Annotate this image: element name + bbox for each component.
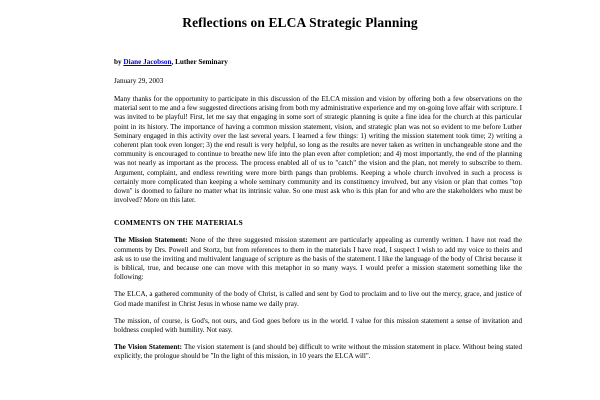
page-title: Reflections on ELCA Strategic Planning — [182, 15, 418, 30]
paragraph-mission-statement — [114, 236, 522, 282]
paragraph-text: None of the three suggested mission statement are particularly appealing as currently written. I have not read the comments by Drs. Powell and Stortz, but from references to them in the materials I have read, I suspect I wish to add my voice to theirs and ask us to use the inviting and multivalent language of scripture as the basis of the statement. I like the language of the body of Christ because it is biblical, true, and because one can move with this metaphor in so many ways. I would prefer a mission statement something like the following: — [114, 236, 522, 282]
paragraph-proposed-statement — [114, 290, 522, 308]
paragraph-lead: The Mission Statement: — [114, 236, 188, 245]
paragraph-text: The vision statement is (and should be) difficult to write without the mission statement in place. Without being stated explicitly, the prologue should be "In the light of this mission, in 10 years the ELCA will". — [114, 343, 523, 361]
document-body — [36, 95, 564, 362]
paragraph-text: The mission, of course, is God's, not ours, and God goes before us in the world. I value for this mission statement a sense of invitation and boldness coupled with humility. Not easy. — [114, 316, 522, 335]
byline — [36, 58, 564, 66]
paragraph-vision-statement — [114, 343, 522, 361]
publication-date: January 29, 2003 — [114, 77, 164, 85]
paragraph-lead: The Vision Statement: — [114, 343, 182, 352]
paragraph-text: The ELCA, a gathered community of the body of Christ, is called and sent by God to proclaim and to live out the mercy, grace, and justice of God made manifest in Christ Jesus in whose name we daily pray. — [114, 290, 522, 308]
byline-suffix: , Luther Seminary — [171, 58, 228, 66]
byline-prefix: by — [114, 58, 124, 66]
author-link[interactable]: Diane Jacobson — [123, 58, 172, 66]
intro-paragraph: Many thanks for the opportunity to participate in this discussion of the ELCA mission and vision by offering both a few observations on the material sent to me and a few suggested directions arising from both my administrative experience and my on-going love affair with scripture. I was invited to be playful! First, let me say that engaging in some sort of strategic planning is quite a fine idea for the church at this particular point in its history. The importance of having a common mission statement, vision, and strategic plan was not so evident to me before Luther Seminary engaged in this activity over the last several years. I learned a few things: 1) writing the mission statement took time; 2) writing a coherent plan took even longer; 3) the end result is very helpful, so long as the results are never taken as written in unchangeable stone and the community is encouraged to continue to breathe new life into the plan even after completion; and 4) most importantly, the end of the planning was not nearly as important as the process. The process enabled all of us to "catch" the vision and the plan, not merely to subscribe to them. Argument, complaint, and endless rewriting were more birth pangs than problems. Keeping a whole church involved in such a process is certainly more complicated than keeping a whole seminary community and its constituency involved, but any vision or plan that comes "top down" is doomed to failure no matter what its intrinsic value. So one must ask who is this plan for and who are the stakeholders who must be involved? More on this later. — [114, 95, 522, 205]
paragraph-mission-is-gods — [114, 317, 522, 335]
section-heading: COMMENTS ON THE MATERIALS — [114, 218, 243, 228]
